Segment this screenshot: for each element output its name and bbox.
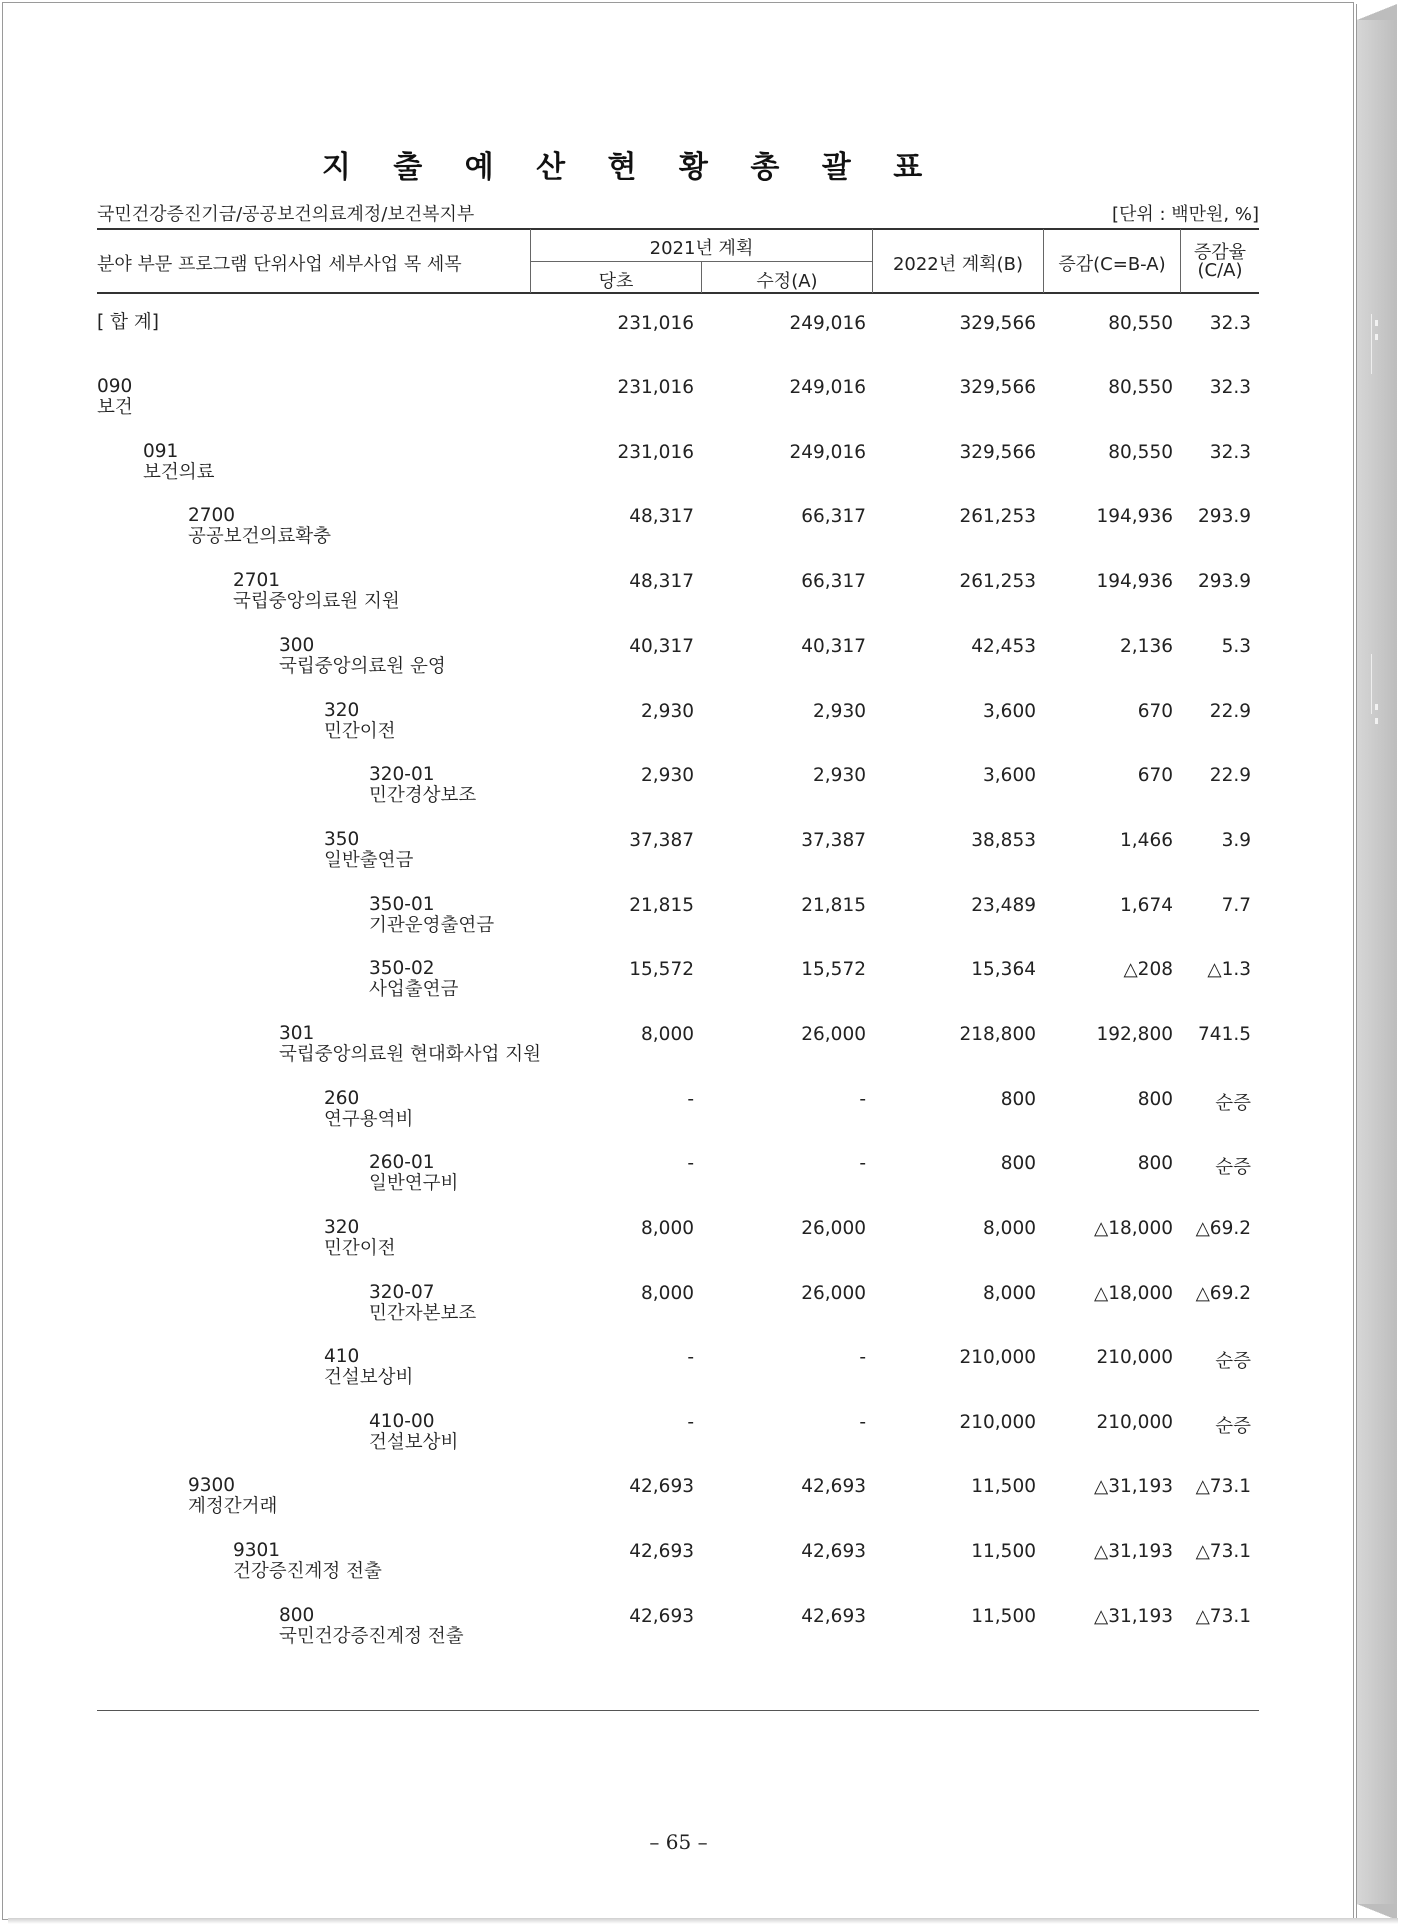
cell-change: 80,550	[1108, 377, 1173, 398]
cell-plan: 15,364	[971, 959, 1036, 980]
cell-initial: 2,930	[641, 701, 694, 722]
cell-rate: △73.1	[1195, 1476, 1251, 1497]
row-code: 260-01	[369, 1152, 435, 1173]
cell-change: 670	[1137, 765, 1173, 786]
cell-revised: 37,387	[801, 830, 866, 851]
row-code: 350	[324, 829, 360, 850]
cell-change: △31,193	[1094, 1476, 1173, 1497]
cell-rate: △69.2	[1195, 1283, 1251, 1304]
table-row	[0, 376, 1411, 436]
row-name: 연구용역비	[324, 1109, 414, 1130]
cell-change: 800	[1137, 1089, 1173, 1110]
row-code: 320	[324, 1217, 360, 1238]
header-plan-2021: 2021년 계획	[649, 238, 754, 259]
cell-change: 80,550	[1108, 313, 1173, 334]
row-code: 301	[279, 1023, 315, 1044]
cell-revised: 26,000	[801, 1024, 866, 1045]
cell-revised: 42,693	[801, 1606, 866, 1627]
cell-plan: 261,253	[959, 571, 1036, 592]
cell-rate: 32.3	[1209, 313, 1251, 334]
cell-plan: 23,489	[971, 895, 1036, 916]
cell-initial: 21,815	[629, 895, 694, 916]
table-row	[0, 1088, 1411, 1148]
cell-change: 194,936	[1096, 571, 1173, 592]
row-name: 일반연구비	[369, 1173, 459, 1194]
cell-initial: 231,016	[617, 377, 694, 398]
cell-change: 670	[1137, 701, 1173, 722]
account-subtitle: 국민건강증진기금/공공보건의료계정/보건복지부	[97, 204, 475, 225]
cell-plan: 210,000	[959, 1412, 1036, 1433]
row-code: 260	[324, 1088, 360, 1109]
cell-initial: 42,693	[629, 1541, 694, 1562]
row-name: 일반출연금	[324, 850, 414, 871]
cell-rate: 32.3	[1209, 377, 1251, 398]
row-code: 800	[279, 1605, 315, 1626]
cell-rate: 순증	[1215, 1351, 1251, 1372]
table-row	[0, 635, 1411, 695]
row-name: 민간이전	[324, 1238, 396, 1259]
cell-rate: △1.3	[1207, 959, 1251, 980]
cell-plan: 218,800	[959, 1024, 1036, 1045]
header-revised: 수정(A)	[756, 271, 818, 292]
cell-rate: 3.9	[1221, 830, 1251, 851]
cell-revised: 26,000	[801, 1283, 866, 1304]
cell-initial: 37,387	[629, 830, 694, 851]
cell-plan: 329,566	[959, 377, 1036, 398]
page-title: 지 출 예 산 현 황 총 괄 표	[321, 150, 939, 185]
cell-revised: 249,016	[789, 442, 866, 463]
header-rate-line2: (C/A)	[1197, 260, 1243, 281]
cell-plan: 329,566	[959, 442, 1036, 463]
unit-label: [단위 : 백만원, %]	[1111, 204, 1259, 225]
row-name: 기관운영출연금	[369, 915, 495, 936]
row-name: 국민건강증진계정 전출	[279, 1626, 464, 1647]
cell-revised: 21,815	[801, 895, 866, 916]
cell-change: 1,466	[1120, 830, 1173, 851]
header-category: 분야 부문 프로그램 단위사업 세부사업 목 세목	[97, 254, 462, 275]
row-code: 350-02	[369, 958, 435, 979]
cell-change: △18,000	[1094, 1218, 1173, 1239]
row-name: 건설보상비	[369, 1432, 459, 1453]
row-code: 2700	[188, 505, 236, 526]
cell-revised: 66,317	[801, 506, 866, 527]
cell-plan: 261,253	[959, 506, 1036, 527]
row-name: 국립중앙의료원 운영	[279, 656, 446, 677]
table-row	[0, 1605, 1411, 1665]
cell-initial: -	[687, 1089, 694, 1110]
table-row	[0, 441, 1411, 501]
header-initial: 당초	[598, 271, 634, 292]
row-name: 민간이전	[324, 721, 396, 742]
row-name: 민간자본보조	[369, 1303, 477, 1324]
cell-initial: 8,000	[641, 1283, 694, 1304]
table-row	[0, 1152, 1411, 1212]
row-code: 410	[324, 1346, 360, 1367]
cell-initial: -	[687, 1412, 694, 1433]
cell-plan: 38,853	[971, 830, 1036, 851]
cell-change: △31,193	[1094, 1606, 1173, 1627]
cell-revised: 42,693	[801, 1476, 866, 1497]
cell-plan: 11,500	[971, 1541, 1036, 1562]
cell-revised: 249,016	[789, 377, 866, 398]
header-change: 증감(C=B-A)	[1058, 254, 1166, 275]
cell-change: 210,000	[1096, 1347, 1173, 1368]
cell-rate: 7.7	[1221, 895, 1251, 916]
row-code: 090	[97, 376, 133, 397]
table-row	[0, 1217, 1411, 1277]
row-code: 9301	[233, 1540, 281, 1561]
table-row	[0, 1540, 1411, 1600]
table-row	[0, 570, 1411, 630]
cell-plan: 210,000	[959, 1347, 1036, 1368]
cell-initial: 42,693	[629, 1476, 694, 1497]
cell-change: 800	[1137, 1153, 1173, 1174]
cell-revised: 66,317	[801, 571, 866, 592]
row-code: 410-00	[369, 1411, 435, 1432]
cell-plan: 8,000	[983, 1218, 1036, 1239]
header-plan-2022: 2022년 계획(B)	[892, 254, 1024, 275]
cell-plan: 8,000	[983, 1283, 1036, 1304]
table-row	[0, 1282, 1411, 1342]
cell-plan: 329,566	[959, 313, 1036, 334]
total-row	[0, 312, 1411, 372]
cell-initial: 8,000	[641, 1024, 694, 1045]
cell-initial: 15,572	[629, 959, 694, 980]
cell-initial: 48,317	[629, 571, 694, 592]
cell-rate: 22.9	[1209, 701, 1251, 722]
row-code: 320	[324, 700, 360, 721]
cell-rate: 5.3	[1221, 636, 1251, 657]
cell-plan: 3,600	[983, 701, 1036, 722]
cell-change: 1,674	[1120, 895, 1173, 916]
cell-plan: 11,500	[971, 1606, 1036, 1627]
table-row	[0, 958, 1411, 1018]
table-row	[0, 894, 1411, 954]
row-code: 300	[279, 635, 315, 656]
row-name: 공공보건의료확충	[188, 526, 331, 547]
cell-rate: △73.1	[1195, 1541, 1251, 1562]
cell-revised: -	[859, 1153, 866, 1174]
cell-revised: 15,572	[801, 959, 866, 980]
total-label: [ 합 계]	[97, 312, 159, 333]
cell-rate: 22.9	[1209, 765, 1251, 786]
table-row	[0, 505, 1411, 565]
row-name: 보건의료	[143, 462, 215, 483]
cell-revised: 249,016	[789, 313, 866, 334]
cell-initial: 42,693	[629, 1606, 694, 1627]
cell-plan: 3,600	[983, 765, 1036, 786]
row-code: 320-01	[369, 764, 435, 785]
cell-change: 2,136	[1120, 636, 1173, 657]
cell-revised: 2,930	[813, 765, 866, 786]
cell-change: 192,800	[1096, 1024, 1173, 1045]
table-row	[0, 1023, 1411, 1083]
table-row	[0, 764, 1411, 824]
cell-initial: 48,317	[629, 506, 694, 527]
table-bottom-rule	[97, 1710, 1259, 1711]
page-number: – 65 –	[649, 1830, 708, 1854]
cell-change: △18,000	[1094, 1283, 1173, 1304]
cell-revised: -	[859, 1412, 866, 1433]
cell-initial: -	[687, 1153, 694, 1174]
cell-initial: 40,317	[629, 636, 694, 657]
cell-initial: -	[687, 1347, 694, 1368]
cell-initial: 231,016	[617, 313, 694, 334]
row-code: 9300	[188, 1475, 236, 1496]
row-name: 국립중앙의료원 지원	[233, 591, 400, 612]
row-name: 보건	[97, 397, 133, 418]
row-name: 민간경상보조	[369, 785, 477, 806]
cell-change: 80,550	[1108, 442, 1173, 463]
header-rate-line1: 증감율	[1193, 242, 1247, 263]
table-row	[0, 1411, 1411, 1471]
row-code: 320-07	[369, 1282, 435, 1303]
row-name: 계정간거래	[188, 1496, 278, 1517]
cell-rate: 32.3	[1209, 442, 1251, 463]
cell-rate: 순증	[1215, 1416, 1251, 1437]
row-code: 2701	[233, 570, 281, 591]
cell-revised: 26,000	[801, 1218, 866, 1239]
row-name: 사업출연금	[369, 979, 459, 1000]
cell-revised: 42,693	[801, 1541, 866, 1562]
cell-plan: 42,453	[971, 636, 1036, 657]
cell-plan: 11,500	[971, 1476, 1036, 1497]
cell-rate: △73.1	[1195, 1606, 1251, 1627]
cell-initial: 2,930	[641, 765, 694, 786]
row-name: 국립중앙의료원 현대화사업 지원	[279, 1044, 541, 1065]
cell-change: 210,000	[1096, 1412, 1173, 1433]
cell-plan: 800	[1000, 1089, 1036, 1110]
table-row	[0, 1475, 1411, 1535]
cell-rate: △69.2	[1195, 1218, 1251, 1239]
row-code: 091	[143, 441, 179, 462]
cell-revised: -	[859, 1089, 866, 1110]
cell-rate: 순증	[1215, 1093, 1251, 1114]
cell-revised: -	[859, 1347, 866, 1368]
cell-revised: 40,317	[801, 636, 866, 657]
row-name: 건설보상비	[324, 1367, 414, 1388]
cell-change: △208	[1123, 959, 1173, 980]
row-name: 건강증진계정 전출	[233, 1561, 382, 1582]
cell-rate: 순증	[1215, 1157, 1251, 1178]
row-code: 350-01	[369, 894, 435, 915]
table-row	[0, 829, 1411, 889]
cell-initial: 8,000	[641, 1218, 694, 1239]
cell-revised: 2,930	[813, 701, 866, 722]
cell-rate: 293.9	[1198, 571, 1251, 592]
cell-rate: 293.9	[1198, 506, 1251, 527]
cell-change: △31,193	[1094, 1541, 1173, 1562]
table-row	[0, 700, 1411, 760]
cell-plan: 800	[1000, 1153, 1036, 1174]
cell-change: 194,936	[1096, 506, 1173, 527]
cell-initial: 231,016	[617, 442, 694, 463]
table-row	[0, 1346, 1411, 1406]
cell-rate: 741.5	[1198, 1024, 1251, 1045]
